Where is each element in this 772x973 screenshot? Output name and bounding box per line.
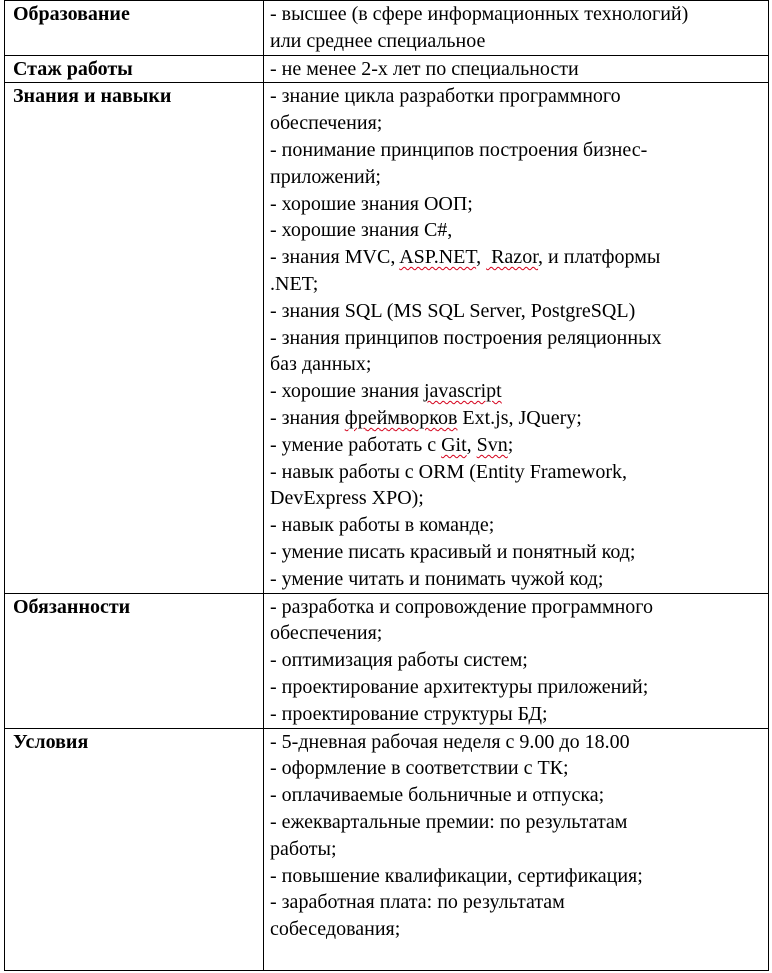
value-line bbox=[270, 405, 766, 432]
row-label: Образование bbox=[5, 1, 264, 56]
value-line: - навык работы в команде; bbox=[270, 514, 495, 537]
text-fragment: , и платформы bbox=[538, 246, 661, 269]
value-line: - оплачиваемые больничные и отпуска; bbox=[270, 784, 605, 807]
spellcheck-underlined-term: Razor bbox=[486, 246, 539, 269]
value-line bbox=[270, 378, 766, 405]
table-row bbox=[5, 1, 769, 56]
value-line: - проектирование архитектуры приложений; bbox=[270, 675, 649, 698]
text-fragment: - знания MVC, bbox=[270, 246, 400, 269]
value-line: - заработная плата: по результатам bbox=[270, 891, 565, 914]
text-fragment: - умение работать с bbox=[270, 433, 442, 456]
value-line: - не менее 2-х лет по специальности bbox=[270, 57, 579, 80]
text-fragment: , bbox=[466, 433, 477, 456]
spellcheck-underlined-term: javascript bbox=[423, 380, 502, 403]
text-fragment: - знания bbox=[270, 406, 345, 429]
table-row bbox=[5, 728, 769, 970]
table-row bbox=[5, 593, 769, 728]
value-line: - 5-дневная рабочая неделя с 9.00 до 18.00 bbox=[270, 730, 630, 753]
row-value bbox=[264, 728, 769, 970]
value-line: приложений; bbox=[270, 165, 381, 188]
value-line: обеспечения; bbox=[270, 112, 383, 135]
value-line bbox=[270, 244, 766, 271]
value-line: - проектирование структуры БД; bbox=[270, 702, 548, 725]
spellcheck-underlined-term: ASP.NET bbox=[399, 246, 477, 269]
row-value bbox=[264, 593, 769, 728]
text-fragment: , bbox=[476, 246, 487, 269]
value-line: - хорошие знания С#, bbox=[270, 219, 453, 242]
table-row bbox=[5, 83, 769, 593]
value-line: - повышение квалификации, сертификация; bbox=[270, 864, 643, 887]
value-line: .NET; bbox=[270, 272, 319, 295]
spellcheck-underlined-term: фреймворков bbox=[344, 406, 458, 429]
value-line: баз данных; bbox=[270, 353, 372, 376]
value-line: - умение писать красивый и понятный код; bbox=[270, 540, 636, 563]
value-line: - знания SQL (MS SQL Server, PostgreSQL) bbox=[270, 299, 636, 322]
value-line: - знание цикла разработки программного bbox=[270, 85, 621, 108]
value-line: - ежеквартальные премии: по результатам bbox=[270, 810, 628, 833]
value-line: обеспечения; bbox=[270, 622, 383, 645]
row-value bbox=[264, 55, 769, 83]
value-line bbox=[270, 432, 766, 459]
value-line: работы; bbox=[270, 837, 337, 860]
value-line: DevExpress XPO); bbox=[270, 487, 424, 510]
row-value bbox=[264, 83, 769, 593]
value-line: - знания принципов построения реляционных bbox=[270, 326, 662, 349]
value-line: или среднее специальное bbox=[270, 29, 486, 52]
table-body bbox=[5, 1, 769, 971]
value-line: - понимание принципов построения бизнес- bbox=[270, 138, 648, 161]
value-line: собеседования; bbox=[270, 918, 401, 941]
spellcheck-underlined-term: Git bbox=[441, 433, 467, 456]
row-label: Обязанности bbox=[5, 593, 264, 728]
value-line: - высшее (в сфере информационных технологий) bbox=[270, 3, 689, 25]
spellcheck-underlined-term: Svn bbox=[476, 433, 508, 456]
text-fragment: Ext.js, JQuery; bbox=[457, 406, 582, 429]
row-label: Знания и навыки bbox=[5, 83, 264, 593]
value-line: - умение читать и понимать чужой код; bbox=[270, 567, 604, 590]
value-line: - хорошие знания ООП; bbox=[270, 192, 473, 215]
text-fragment: - хорошие знания bbox=[270, 380, 424, 403]
value-line: - навык работы с ORM (Entity Framework, bbox=[270, 460, 627, 483]
row-label: Стаж работы bbox=[5, 55, 264, 83]
value-line: - оформление в соответствии с ТК; bbox=[270, 757, 569, 780]
row-value bbox=[264, 1, 769, 56]
value-line: - оптимизация работы систем; bbox=[270, 649, 528, 672]
value-line: - разработка и сопровождение программного bbox=[270, 595, 654, 618]
requirements-table bbox=[4, 0, 769, 971]
row-label: Условия bbox=[5, 728, 264, 970]
table-row bbox=[5, 55, 769, 83]
text-fragment: ; bbox=[507, 433, 514, 456]
